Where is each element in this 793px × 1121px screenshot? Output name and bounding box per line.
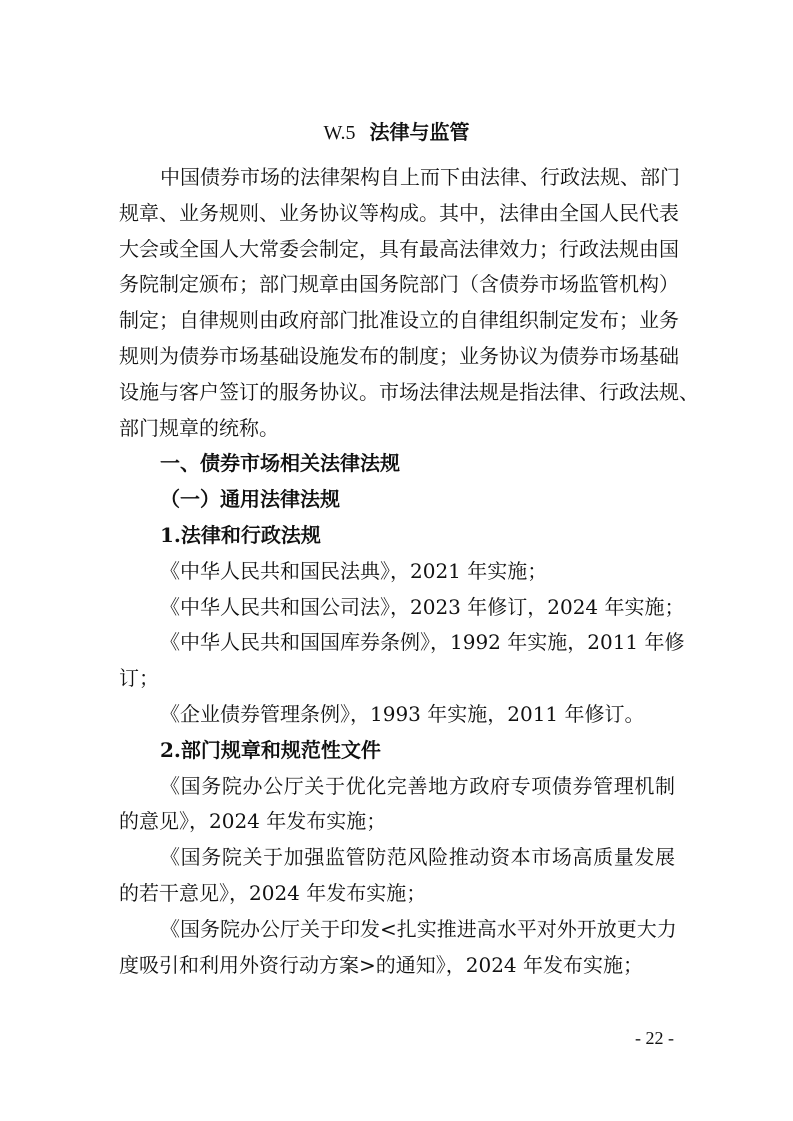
rule-item-continued: 度吸引和利用外资行动方案>的通知》，2024 年发布实施； — [119, 952, 644, 977]
section-number: W.5 — [323, 122, 356, 144]
law-item: 《中华人民共和国民法典》，2021 年实施； — [160, 558, 548, 583]
paragraph-line: 务院制定颁布；部门规章由国务院部门（含债券市场监管机构） — [119, 272, 679, 297]
rule-item: 《国务院关于加强监管防范风险推动资本市场高质量发展 — [160, 845, 675, 870]
section-title-text: 法律与监管 — [369, 120, 470, 144]
law-item: 《中华人民共和国国库券条例》，1992 年实施，2011 年修 — [160, 630, 685, 655]
rule-item: 《国务院办公厅关于印发<扎实推进高水平对外开放更大力 — [160, 916, 677, 941]
paragraph-line: 制定；自律规则由政府部门批准设立的自律组织制定发布；业务 — [119, 308, 679, 333]
category-heading: 2.部门规章和规范性文件 — [160, 737, 381, 762]
law-item: 《中华人民共和国公司法》，2023 年修订，2024 年实施； — [160, 594, 685, 619]
section-heading: 一、债券市场相关法律法规 — [160, 451, 400, 476]
law-item-continued: 订； — [119, 666, 159, 691]
subsection-heading: （一）通用法律法规 — [160, 487, 340, 512]
page-number: - 22 - — [635, 1028, 674, 1048]
paragraph-line: 设施与客户签订的服务协议。市场法律法规是指法律、行政法规、 — [119, 379, 699, 404]
paragraph-line: 大会或全国人大常委会制定，具有最高法律效力；行政法规由国 — [119, 236, 679, 261]
paragraph-line: 规章、业务规则、业务协议等构成。其中，法律由全国人民代表 — [119, 200, 679, 225]
document-body — [119, 160, 699, 983]
section-title — [0, 116, 793, 145]
paragraph-line: 规则为债券市场基础设施发布的制度；业务协议为债券市场基础 — [119, 343, 679, 368]
rule-item-continued: 的若干意见》，2024 年发布实施； — [119, 880, 427, 905]
rule-item: 《国务院办公厅关于优化完善地方政府专项债券管理机制 — [160, 773, 675, 798]
paragraph-line: 部门规章的统称。 — [119, 415, 279, 440]
paragraph-line: 中国债券市场的法律架构自上而下由法律、行政法规、部门 — [160, 165, 680, 189]
law-item: 《企业债券管理条例》，1993 年实施，2011 年修订。 — [160, 701, 645, 726]
category-heading: 1.法律和行政法规 — [160, 522, 321, 547]
rule-item-continued: 的意见》，2024 年发布实施； — [119, 809, 387, 834]
